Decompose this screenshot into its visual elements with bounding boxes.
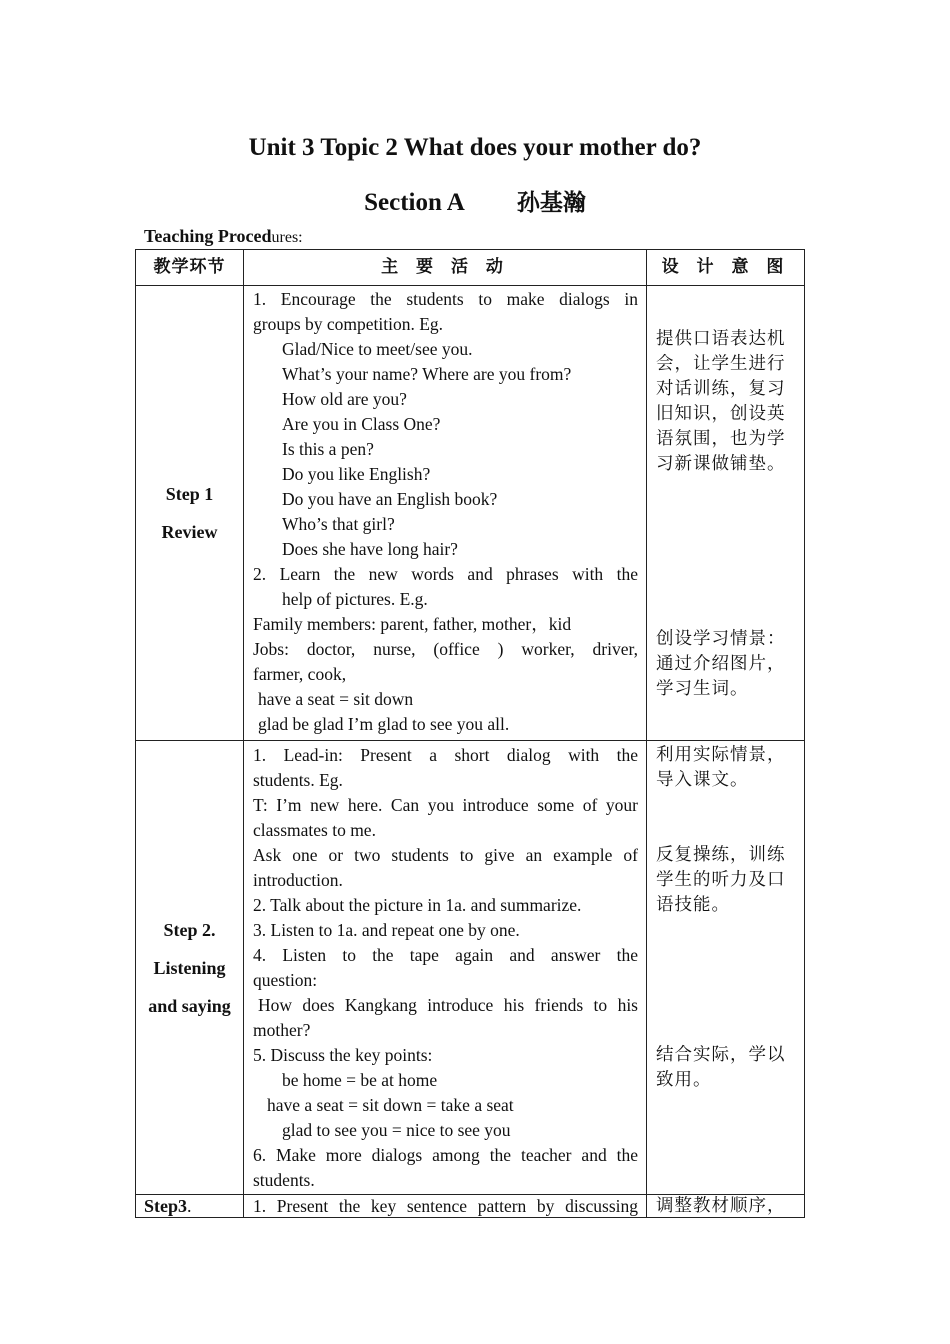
design-line: 调整教材顺序，: [656, 1196, 786, 1216]
step3-title-suffix: .: [187, 1196, 192, 1216]
design-spacer: [656, 477, 796, 627]
activity-line: have a seat = sit down: [258, 689, 414, 709]
activity-line: 1. Encourage the students to make dialogs in: [253, 289, 638, 309]
design-spacer: [656, 918, 796, 1043]
activity-line: 6. Make more dialogs among the teacher and the: [253, 1145, 638, 1165]
design-line: 反复操练，训练: [656, 845, 786, 865]
activity-line: students.: [253, 1170, 315, 1190]
section-label: Section A: [364, 189, 465, 216]
design-line: 对话训练，复习: [656, 379, 786, 399]
design-line: 提供口语表达机: [656, 329, 786, 349]
activity-line: T: I’m new here. Can you introduce some of your: [253, 795, 638, 815]
activity-line: glad to see you = nice to see you: [282, 1120, 511, 1140]
activity-line: introduction.: [253, 870, 343, 890]
column-header-activities: 主 要 活 动: [244, 250, 647, 286]
design-line: 利用实际情景，: [656, 745, 786, 765]
activity-line: 4. Listen to the tape again and answer the: [253, 945, 638, 965]
activity-line: classmates to me.: [253, 820, 376, 840]
activity-line: 3. Listen to 1a. and repeat one by one.: [253, 920, 520, 940]
step3-title: Step3: [144, 1196, 188, 1216]
step2-title: Step 2.: [163, 919, 216, 940]
activity-line: How does Kangkang introduce his friends to his: [258, 995, 638, 1015]
activity-line: Is this a pen?: [282, 439, 374, 459]
design-line: 学习生词。: [656, 679, 749, 699]
activity-line: students. Eg.: [253, 770, 343, 790]
procedures-rest: ures:: [271, 229, 303, 246]
step2-activities: [244, 741, 647, 1195]
design-line: 语氛围，也为学: [656, 429, 786, 449]
step2-subtitle: Listening: [153, 957, 226, 978]
activity-line: Do you have an English book?: [282, 489, 498, 509]
step1-label: [136, 286, 244, 741]
activity-line: Who’s that girl?: [282, 514, 395, 534]
activity-line: 1. Present the key sentence pattern by discussing: [253, 1196, 638, 1216]
activity-line: mother?: [253, 1020, 311, 1040]
activity-line: 2. Learn the new words and phrases with the: [253, 564, 638, 584]
activity-line: Do you like English?: [282, 464, 431, 484]
activity-line: be home = be at home: [282, 1070, 438, 1090]
activity-line: What’s your name? Where are you from?: [282, 364, 572, 384]
activity-line: 5. Discuss the key points:: [253, 1045, 433, 1065]
step3-activities: [244, 1195, 647, 1218]
design-line: 致用。: [656, 1070, 712, 1090]
design-line: 导入课文。: [656, 770, 749, 790]
activity-line: have a seat = sit down = take a seat: [267, 1095, 514, 1115]
step1-subtitle: Review: [161, 522, 218, 542]
table-header-row: [136, 250, 805, 286]
section-heading: [0, 184, 950, 217]
activity-line: Are you in Class One?: [282, 414, 441, 434]
design-line: 通过介绍图片，: [656, 654, 786, 674]
design-line: 习新课做铺垫。: [656, 454, 786, 474]
step1-title: Step 1: [165, 484, 214, 504]
activity-line: question:: [253, 970, 318, 990]
activity-line: Glad/Nice to meet/see you.: [282, 339, 473, 359]
table-row-step2: [136, 741, 805, 1195]
design-line: 学生的听力及口: [656, 870, 786, 890]
activity-line: Family members: parent, father, mother，kid: [253, 614, 572, 634]
activity-line: groups by competition. Eg.: [253, 314, 444, 334]
design-line: 创设学习情景：: [656, 629, 786, 649]
design-line: 结合实际，学以: [656, 1045, 786, 1065]
design-line: 旧知识，创设英: [656, 404, 786, 424]
step1-design: [647, 286, 805, 741]
activity-line: farmer, cook,: [253, 664, 347, 684]
author-name: 孙基瀚: [516, 190, 586, 216]
activity-line: help of pictures. E.g.: [282, 589, 428, 609]
column-header-design: 设 计 意 图: [647, 250, 805, 286]
step3-label: [136, 1195, 244, 1218]
design-line: 会，让学生进行: [656, 354, 786, 374]
step2-label: [136, 741, 244, 1195]
step1-activities: [244, 286, 647, 741]
procedures-bold: Teaching Proced: [144, 226, 272, 246]
design-line: 语技能。: [656, 895, 730, 915]
activity-line: Ask one or two students to give an example of: [253, 845, 638, 865]
table-row-step3: [136, 1195, 805, 1218]
activity-line: How old are you?: [282, 389, 407, 409]
design-spacer: [656, 793, 796, 843]
step2-design: [647, 741, 805, 1195]
activity-line: Does she have long hair?: [282, 539, 458, 559]
teaching-procedures-label: [144, 226, 303, 247]
column-header-stage: 教学环节: [136, 250, 244, 286]
activity-line: 1. Lead-in: Present a short dialog with the: [253, 745, 638, 765]
document-title: Unit 3 Topic 2 What does your mother do?: [248, 134, 702, 161]
activity-line: glad be glad I’m glad to see you all.: [258, 714, 510, 734]
step2-subtitle-2: and saying: [148, 995, 231, 1016]
procedures-table: [135, 249, 805, 1218]
activity-line: Jobs: doctor, nurse, (office ) worker, driver,: [253, 639, 638, 659]
activity-line: 2. Talk about the picture in 1a. and summarize.: [253, 895, 582, 915]
step3-design: [647, 1195, 805, 1218]
table-row-step1: [136, 286, 805, 741]
